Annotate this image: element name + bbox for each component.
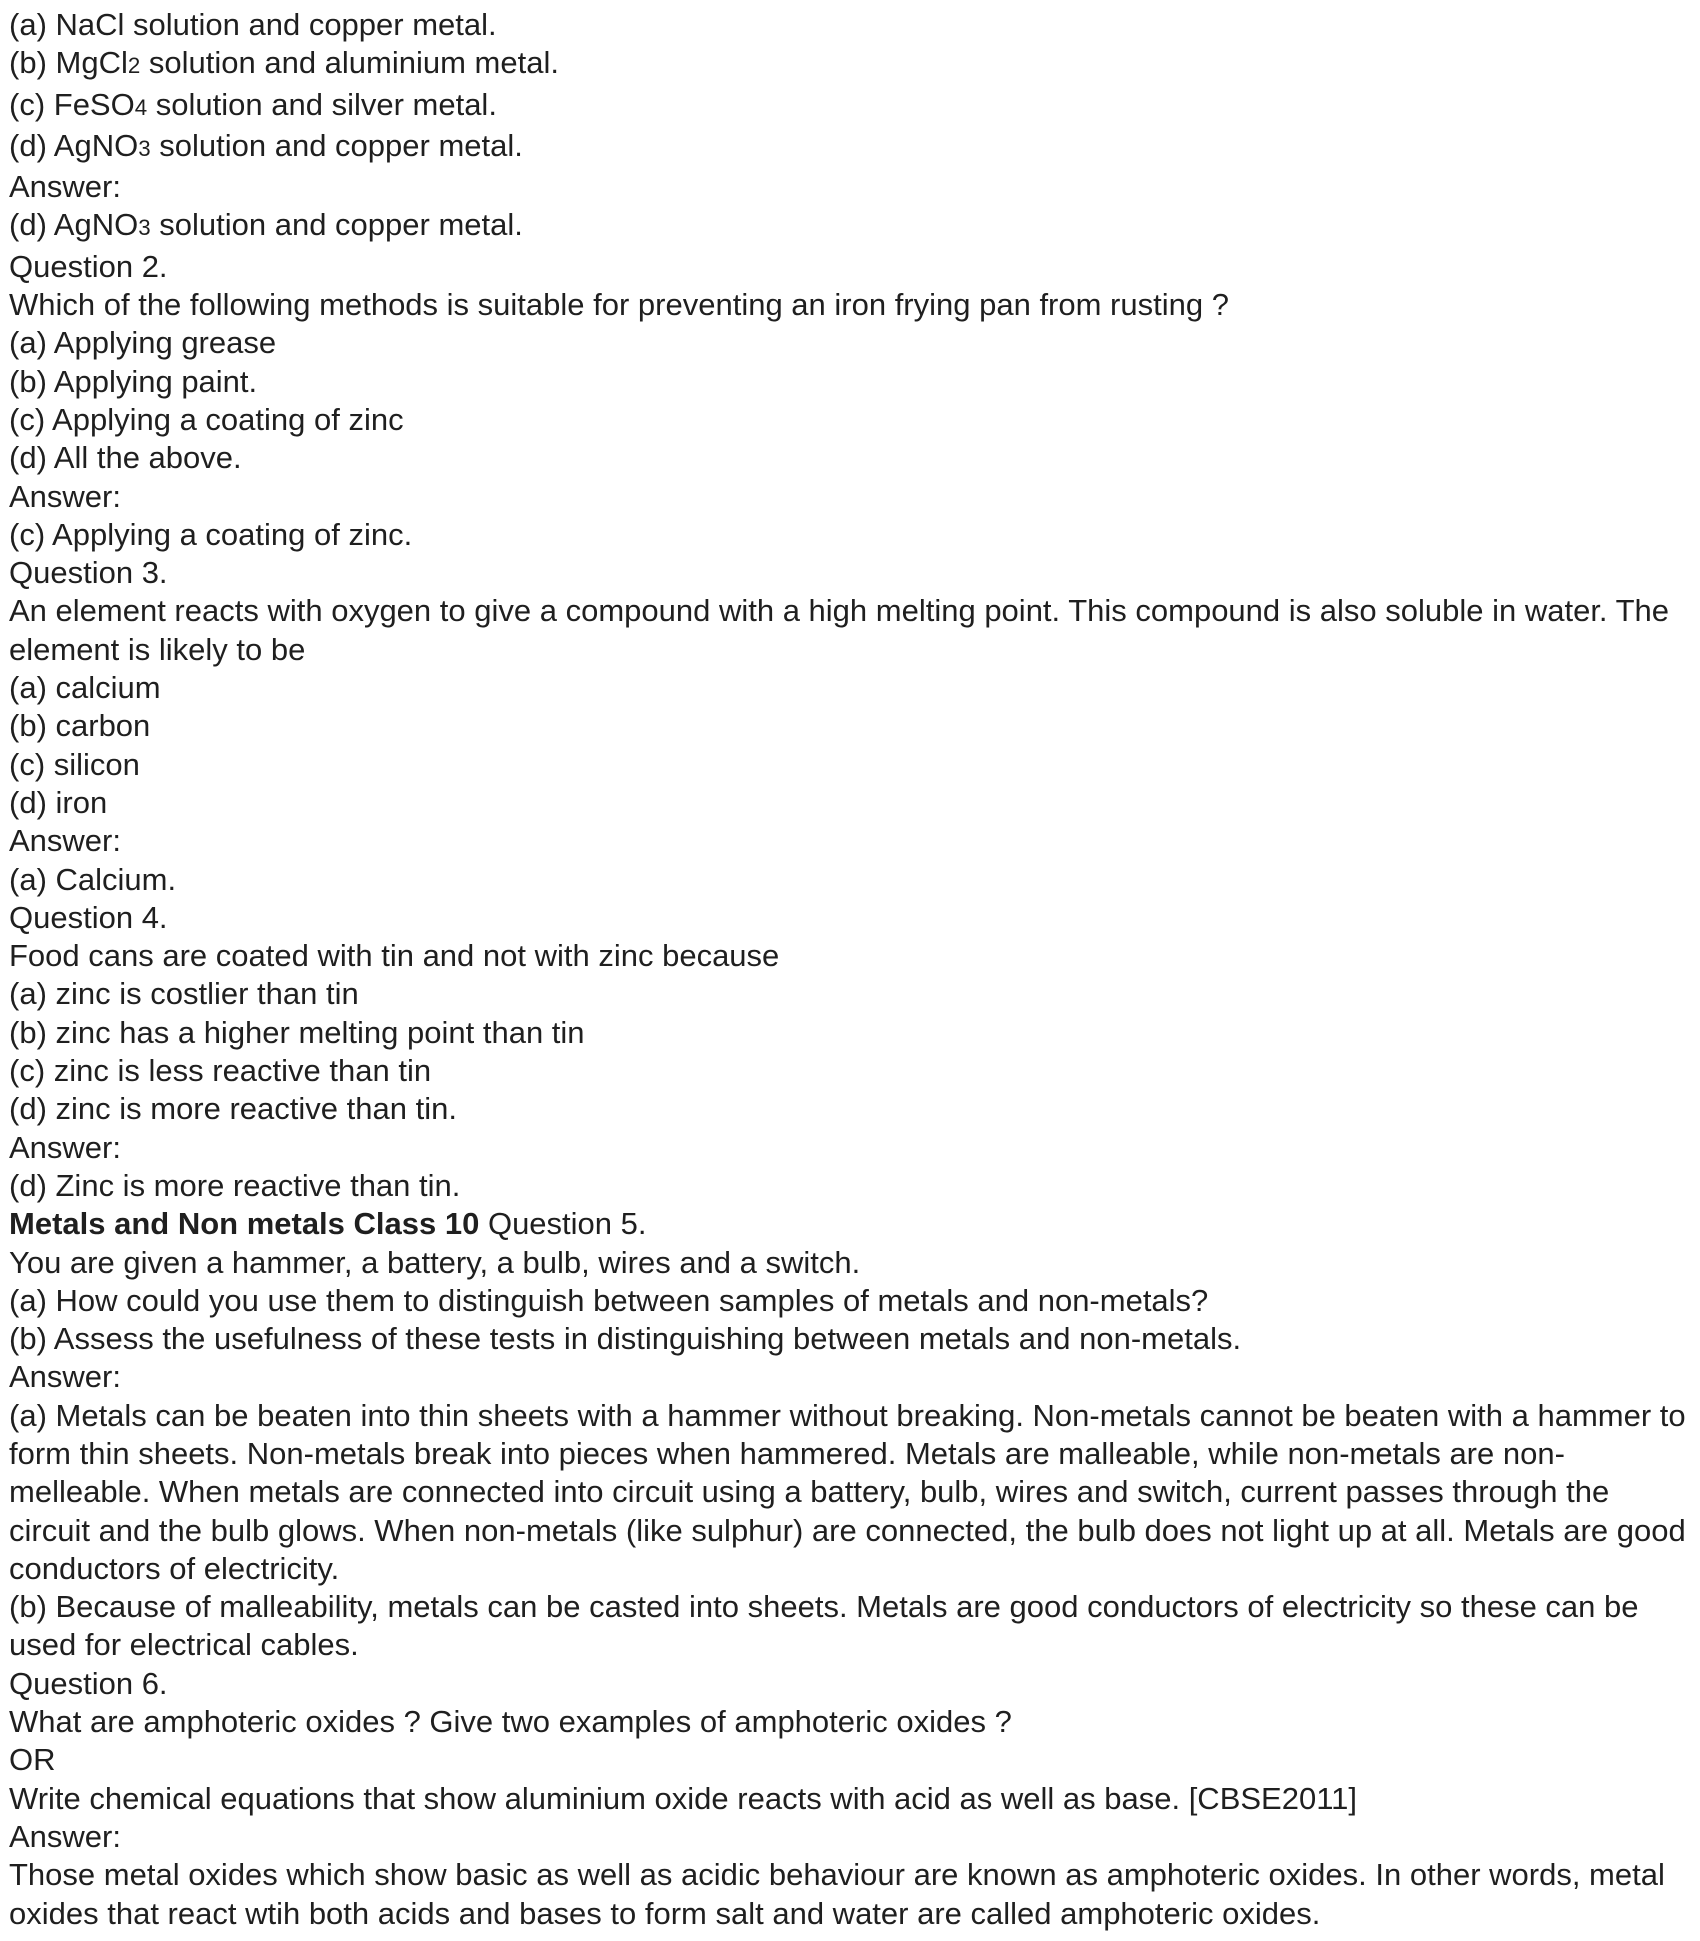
q2-answer: (c) Applying a coating of zinc.	[9, 516, 413, 552]
q1-option-c: (c) FeSO4 solution and silver metal.	[9, 86, 497, 122]
q4-heading: Question 4.	[9, 899, 168, 935]
q4-text: Food cans are coated with tin and not with zinc because	[9, 938, 780, 974]
q4-answer: (d) Zinc is more reactive than tin.	[9, 1167, 461, 1203]
q3-heading: Question 3.	[9, 555, 168, 591]
q6-answer-label: Answer:	[9, 1818, 121, 1854]
q5-text: You are given a hammer, a battery, a bulb, wires and a switch.	[9, 1244, 861, 1280]
q1-option-a: (a) NaCl solution and copper metal.	[9, 7, 497, 42]
q3-option: (a) calcium	[9, 670, 161, 706]
q6-text-alt: Write chemical equations that show aluminium oxide reacts with acid as well as base. [CBSE2011]	[9, 1780, 1358, 1816]
q5-answer-b: (b) Because of malleability, metals can be casted into sheets. Metals are good conductors of electricity so these can be used for electrical cables.	[9, 1589, 1639, 1663]
q3-answer: (a) Calcium.	[9, 861, 177, 897]
q2-option: (d) All the above.	[9, 440, 242, 476]
q2-option: (c) Applying a coating of zinc	[9, 401, 404, 437]
q5-heading: Metals and Non metals Class 10 Question 5.	[9, 1206, 647, 1242]
q3-option: (b) carbon	[9, 708, 151, 744]
q6-text: What are amphoteric oxides ? Give two examples of amphoteric oxides ?	[9, 1704, 1012, 1740]
q6-or: OR	[9, 1742, 56, 1778]
q4-option: (a) zinc is costlier than tin	[9, 976, 359, 1012]
q2-option: (a) Applying grease	[9, 325, 277, 361]
q1-option-b: (b) MgCl2 solution and aluminium metal.	[9, 45, 559, 81]
q2-text: Which of the following methods is suitable for preventing an iron frying pan from rusting ?	[9, 287, 1229, 323]
q5-part: (b) Assess the usefulness of these tests in distinguishing between metals and non-metals.	[9, 1321, 1242, 1357]
q5-part: (a) How could you use them to distinguish between samples of metals and non-metals?	[9, 1282, 1209, 1318]
q5-bold-prefix: Metals and Non metals Class 10	[9, 1206, 480, 1242]
q5-answer-label: Answer:	[9, 1359, 121, 1395]
q2-option: (b) Applying paint.	[9, 363, 258, 399]
q3-answer-label: Answer:	[9, 823, 121, 859]
q2-heading: Question 2.	[9, 248, 168, 284]
q4-option: (b) zinc has a higher melting point than tin	[9, 1014, 585, 1050]
q6-answer: Those metal oxides which show basic as well as acidic behaviour are known as amphoteric oxides. In other words, metal oxides that react wtih both acids and bases to form salt and water are called amphoteric oxides.	[9, 1857, 1665, 1931]
q1-answer: (d) AgNO3 solution and copper metal.	[9, 207, 523, 243]
q3-option: (d) iron	[9, 784, 108, 820]
q4-answer-label: Answer:	[9, 1129, 121, 1165]
q5-answer-a: (a) Metals can be beaten into thin sheets with a hammer without breaking. Non-metals cannot be beaten with a hammer to form thin sheets. Non-metals break into pieces when hammered. Metals are malleable, while non-metals are non-melleable. When metals are connected into circuit using a battery, bulb, wires and switch, current passes through the circuit and the bulb glows. When non-metals (like sulphur) are connected, the bulb does not light up at all. Metals are good conductors of electricity.	[9, 1397, 1686, 1586]
q4-option: (c) zinc is less reactive than tin	[9, 1053, 432, 1089]
q4-option: (d) zinc is more reactive than tin.	[9, 1091, 457, 1127]
q1-option-d: (d) AgNO3 solution and copper metal.	[9, 127, 523, 163]
q3-option: (c) silicon	[9, 746, 140, 782]
q1-answer-label: Answer:	[9, 169, 121, 205]
q6-heading: Question 6.	[9, 1665, 168, 1701]
q2-answer-label: Answer:	[9, 478, 121, 514]
q3-text: An element reacts with oxygen to give a compound with a high melting point. This compound is also soluble in water. The element is likely to be	[9, 593, 1670, 667]
